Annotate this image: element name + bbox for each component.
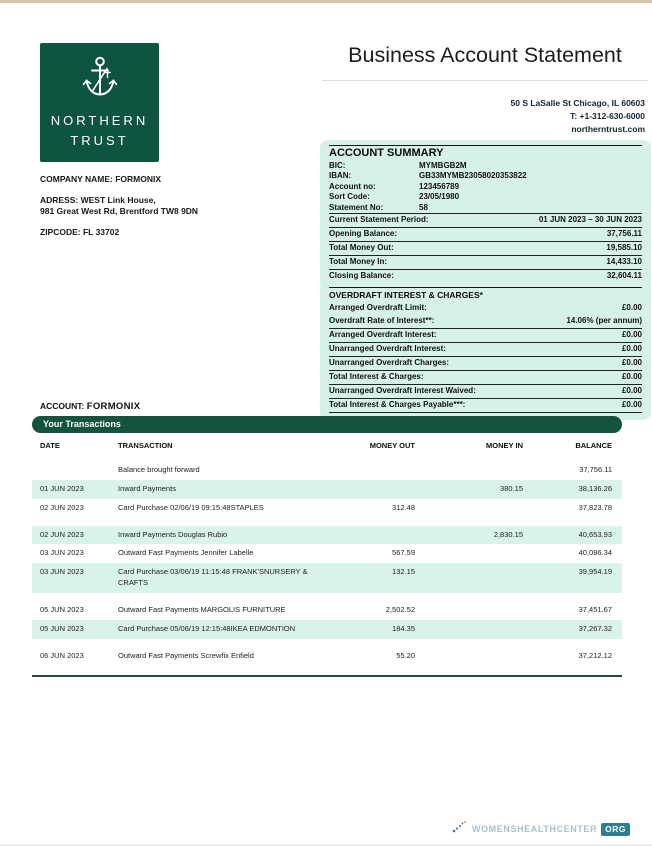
summary-total-row: Current Statement Period: 01 JUN 2023 – 30 JUN 2023 [329, 213, 642, 227]
logo-wordmark-line2: TRUST [70, 132, 129, 148]
bank-website: northerntrust.com [571, 124, 645, 135]
overdraft-row: Overdraft Rate of Interest**: 14.06% (per annum) [329, 316, 642, 325]
table-row: 01 JUN 2023 Inward Payments 380.15 38,136.26 [32, 480, 622, 499]
account-name: FORMONIX [86, 401, 141, 412]
bank-contact [511, 97, 646, 137]
page-title: Business Account Statement [348, 43, 622, 67]
summary-info-row: Sort Code: 23/05/1980 [329, 192, 460, 202]
table-row: Balance brought forward 37,756.11 [118, 464, 612, 474]
summary-total-row: Total Money Out: 19,585.10 [329, 241, 642, 255]
summary-info-row: Account no: 123456789 [329, 181, 460, 191]
company-info [40, 174, 198, 238]
summary-info-row: BIC: MYMBGB2M [329, 161, 467, 170]
bank-phone: T: +1-312-630-6000 [570, 111, 645, 122]
column-header-money-out: MONEY OUT [369, 441, 415, 450]
column-header-date: DATE [40, 441, 60, 450]
column-header-transaction: TRANSACTION [118, 441, 173, 450]
table-row: 06 JUN 2023 Outward Fast Payments Screwfix Enfield 55.20 37,212.12 [40, 650, 612, 660]
account-summary-box [320, 140, 651, 291]
table-row: 02 JUN 2023 Card Purchase 02/06/19 09:15:48STAPLES 312.48 37,823.78 [40, 502, 612, 512]
table-row: 03 JUN 2023 Outward Fast Payments Jennifer Labelle 567.59 40,086.34 [40, 548, 612, 558]
summary-total-row: Total Money In: 14,433.10 [329, 255, 642, 269]
anchor-icon [79, 55, 121, 104]
table-row: 05 JUN 2023 Card Purchase 05/06/19 12:15:48IKEA EDMONTION 184.35 37,267.32 [32, 620, 622, 639]
overdraft-row: Arranged Overdraft Limit: £0.00 [329, 303, 642, 312]
title-divider [322, 80, 648, 81]
overdraft-row: Unarranged Overdraft Charges: £0.00 [329, 356, 642, 370]
overdraft-row: Total Interest & Charges: £0.00 [329, 370, 642, 384]
account-label: ACCOUNT: [40, 401, 85, 411]
watermark [452, 820, 630, 838]
column-header-money-in: MONEY IN [486, 441, 523, 450]
company-name: COMPANY NAME: FORMONIX [40, 174, 162, 184]
transactions-table [32, 441, 622, 677]
summary-total-row: Opening Balance: 37,756.11 [329, 227, 642, 241]
table-row: 02 JUN 2023 Inward Payments Douglas Rubio 2,830.15 40,653.93 [32, 526, 622, 545]
watermark-text: WOMENSHEALTHCENTER [471, 824, 598, 834]
logo-wordmark-line1: NORTHERN [50, 113, 149, 128]
company-zipcode: ZIPCODE: FL 33702 [40, 227, 120, 238]
bank-address: 50 S LaSalle St Chicago, IL 60603 [510, 98, 645, 108]
company-address-line1: ADRESS: WEST Link House, [40, 195, 156, 206]
table-row: 05 JUN 2023 Outward Fast Payments MARGOLIS FURNITURE 2,502.52 37,451.67 [40, 605, 612, 614]
column-header-balance: BALANCE [575, 441, 612, 450]
table-row: 03 JUN 2023 Card Purchase 03/06/19 11:15:48 FRANK'SNURSERY & CRAFTS 132.15 39,954.19 [32, 563, 622, 593]
overdraft-row: Unarranged Overdraft Interest: £0.00 [329, 342, 642, 356]
table-bottom-rule [32, 675, 622, 677]
summary-total-row: Closing Balance: 32,604.11 [329, 269, 642, 284]
overdraft-row: Total Interest & Charges Payable***: £0.00 [329, 398, 642, 413]
transactions-header-row [32, 441, 622, 461]
summary-info-row: IBAN: GB33MYMB23058020353822 [329, 171, 527, 181]
transactions-section-header: Your Transactions [32, 416, 622, 433]
overdraft-row: Unarranged Overdraft Interest Waived: £0.00 [329, 384, 642, 398]
summary-info-row: Statement No: 58 [329, 202, 428, 212]
account-summary-heading: ACCOUNT SUMMARY [329, 145, 642, 161]
company-address-line2: 981 Great West Rd, Brentford TW8 9DN [40, 206, 199, 217]
watermark-org-badge: ORG [601, 823, 630, 836]
overdraft-heading: OVERDRAFT INTEREST & CHARGES* [329, 287, 642, 302]
logo-wordmark [51, 111, 148, 150]
northern-trust-logo [40, 43, 159, 162]
account-line [40, 401, 140, 412]
overdraft-box [320, 282, 651, 420]
overdraft-row: Arranged Overdraft Interest: £0.00 [329, 328, 642, 342]
sparkle-dots-icon [452, 820, 468, 838]
